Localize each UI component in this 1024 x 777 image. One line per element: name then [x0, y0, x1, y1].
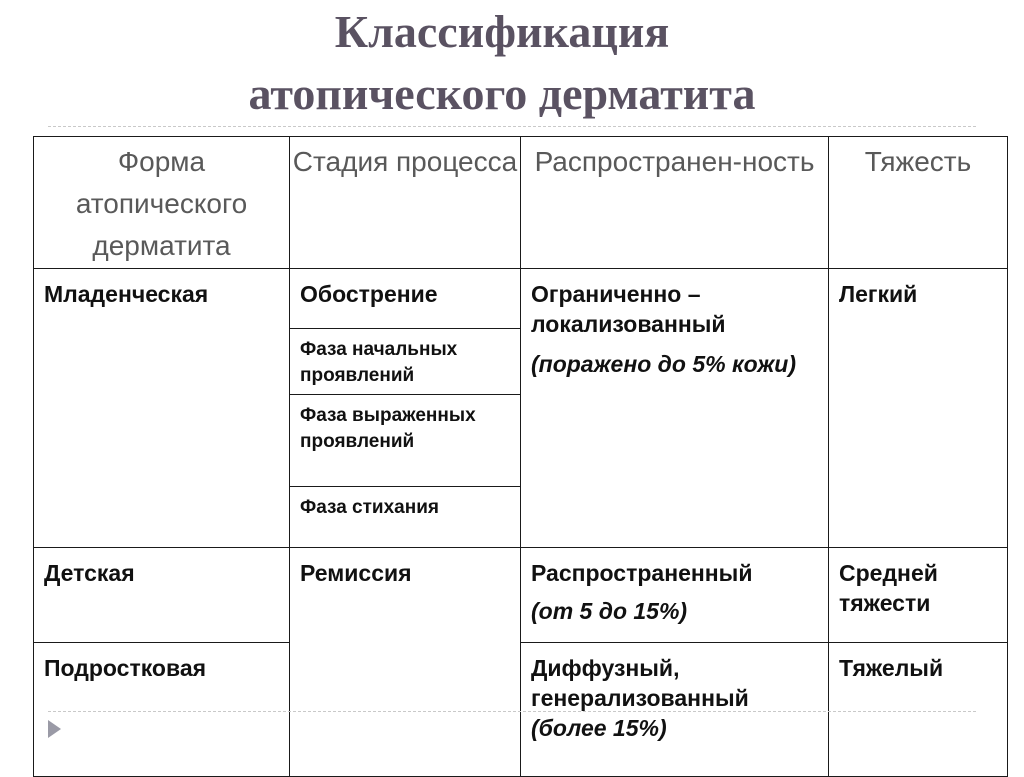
- spread-limited-note: (поражено до 5% кожи): [531, 351, 796, 377]
- play-arrow-icon[interactable]: [48, 720, 61, 738]
- table-row: [34, 548, 1008, 643]
- header-form: Форма атопического дерматита: [34, 137, 290, 269]
- cell-spread-widespread: [521, 548, 829, 643]
- table-row: [34, 269, 1008, 329]
- header-stage: Стадия процесса: [290, 137, 521, 269]
- page-title-line-2: атопического дерматита: [248, 68, 756, 119]
- cell-stage-exacerbation: Обострение: [290, 269, 521, 329]
- cell-form-child: Детская: [34, 548, 290, 643]
- cell-phase-pronounced: Фаза выраженных проявлений: [290, 395, 521, 487]
- spread-diffuse-note: (более 15%): [531, 715, 667, 741]
- cell-severity-moderate: Средней тяжести: [829, 548, 1008, 643]
- header-severity: Тяжесть: [829, 137, 1008, 269]
- spread-widespread-label: Распространенный: [531, 560, 753, 586]
- cell-phase-initial: Фаза начальных проявлений: [290, 329, 521, 395]
- table-header-row: [34, 137, 1008, 269]
- header-spread: Распространен-ность: [521, 137, 829, 269]
- cell-form-infant: Младенческая: [34, 269, 290, 548]
- spread-limited-label: Ограниченно – локализованный: [531, 281, 726, 337]
- cell-form-teen: Подростковая: [34, 643, 290, 777]
- title-divider: [48, 126, 976, 127]
- cell-severity-severe: Тяжелый: [829, 643, 1008, 777]
- table-row: [34, 643, 1008, 777]
- cell-spread-limited: [521, 269, 829, 548]
- spread-diffuse-label: Диффузный, генерализованный: [531, 655, 749, 711]
- cell-severity-mild: Легкий: [829, 269, 1008, 548]
- cell-phase-subsiding: Фаза стихания: [290, 487, 521, 548]
- spread-widespread-note: (от 5 до 15%): [531, 598, 688, 624]
- cell-spread-diffuse: [521, 643, 829, 777]
- page-title-line-1: Классификация: [334, 6, 670, 57]
- cell-stage-remission: Ремиссия: [290, 548, 521, 777]
- classification-table: [33, 136, 1008, 777]
- footer-divider: [48, 711, 976, 712]
